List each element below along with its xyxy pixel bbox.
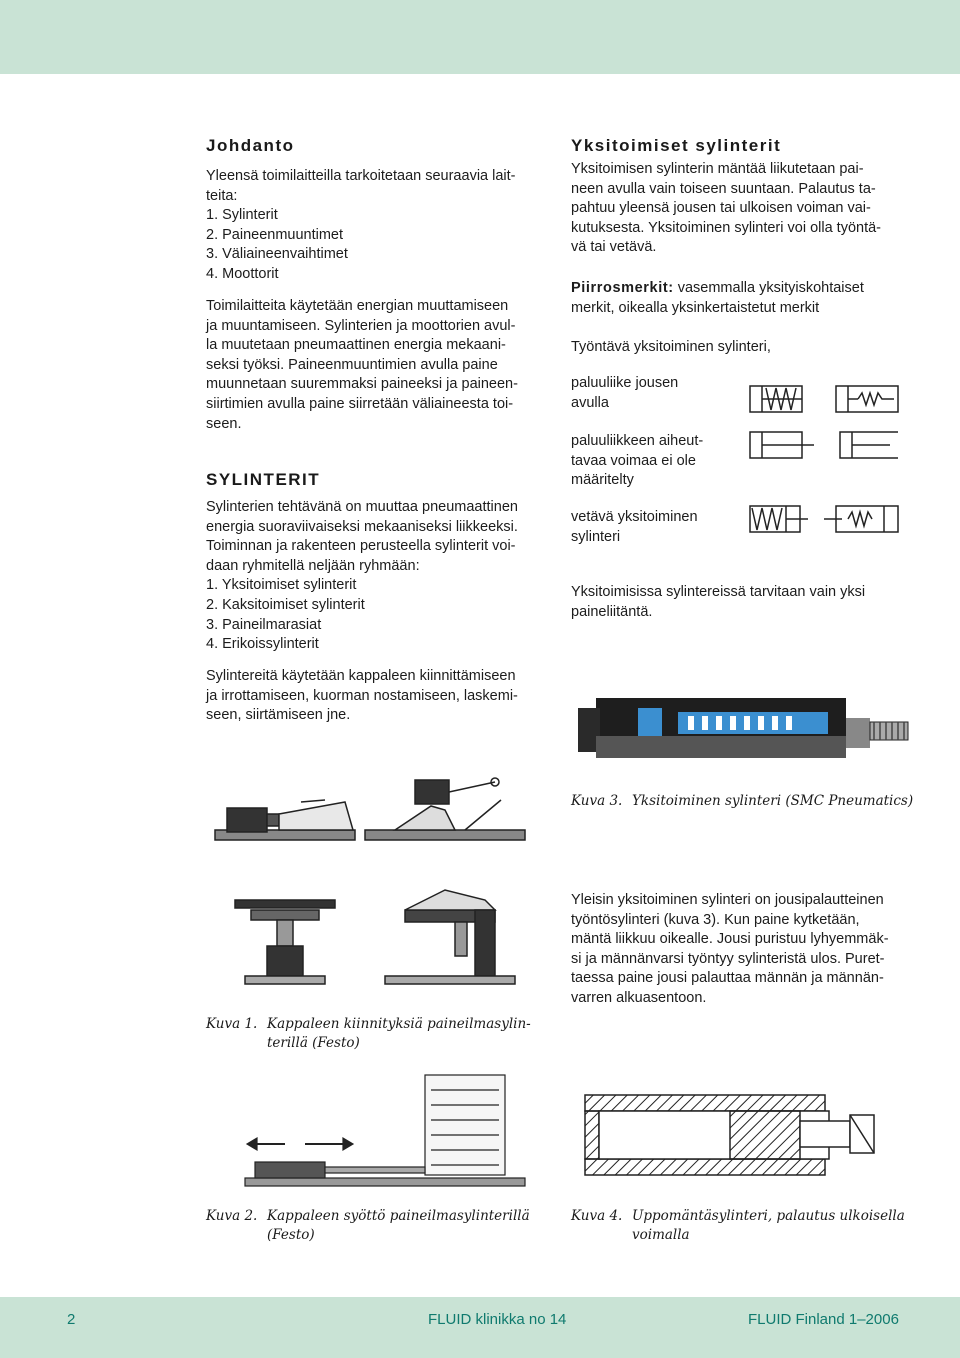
- caption-line: Kappaleen syöttö paineilmasylinterillä: [267, 1208, 530, 1224]
- text-line: paineliitäntä.: [571, 603, 653, 620]
- text-line: mäntä liikkuu oikealle. Jousi puristuu lyhyemmäk-: [571, 931, 889, 948]
- text-line: pahtuu yleensä jousen tai ulkoisen voiman vai-: [571, 200, 871, 217]
- intro-heading: Johdanto: [206, 136, 295, 155]
- text-line: Yleisin yksitoiminen sylinteri on jousipalautteinen: [571, 892, 884, 908]
- kuva1-figure: [205, 760, 535, 1010]
- top-color-band: [0, 0, 960, 74]
- caption-line: (Festo): [267, 1227, 315, 1243]
- symbols-label: Piirrosmerkit:: [571, 280, 674, 296]
- text-line: ja muuntamiseen. Sylinterien ja moottorien avul-: [206, 317, 516, 334]
- text-line: si ja männänvarsi työntyy sylinteristä ulos. Puret-: [571, 950, 885, 967]
- text-line: Yksitoimisen sylinterin mäntää liikutetaan pai-: [571, 161, 864, 177]
- yksitoimiset-paragraph-1: [571, 160, 916, 258]
- kuva3-figure: [578, 678, 913, 778]
- text-line: merkit, oikealla yksinkertaistetut merkit: [571, 299, 820, 316]
- symbols-paragraph: [571, 279, 916, 318]
- footer-publication: FLUID klinikka no 14: [428, 1311, 567, 1328]
- kuva1-caption-number: Kuva 1.: [206, 1016, 258, 1032]
- sylinterit-paragraph-2: [206, 667, 551, 726]
- sylinterit-paragraph-1: [206, 498, 551, 655]
- footer-issue: FLUID Finland 1–2006: [748, 1311, 899, 1328]
- yksitoimiset-heading: Yksitoimiset sylinterit: [571, 136, 782, 155]
- caption-line: Kappaleen kiinnityksiä paineilmasylin-: [267, 1016, 531, 1032]
- cylinder-symbols: [744, 378, 919, 543]
- text-line: 2. Paineenmuuntimet: [206, 226, 344, 243]
- text-line: ja irrottamiseen, kuorman nostamiseen, laskemi-: [206, 687, 518, 704]
- text-line: kutuksesta. Yksitoiminen sylinteri voi olla työntä-: [571, 219, 882, 236]
- text-line: 3. Paineilmarasiat: [206, 616, 322, 633]
- text-line: 1. Sylinterit: [206, 207, 278, 224]
- row1-label: [571, 374, 741, 413]
- text-line: seksi työksi. Paineenmuuntimien avulla paine: [206, 356, 498, 373]
- text-line: seen, siirtämiseen jne.: [206, 707, 351, 724]
- text-line: Sylinterien tehtävänä on muuttaa pneumaattinen: [206, 499, 518, 515]
- sylinterit-heading: SYLINTERIT: [206, 470, 321, 489]
- text-line: vä tai vetävä.: [571, 239, 657, 256]
- kuva4-caption: [632, 1207, 912, 1245]
- kuva3-caption: Yksitoiminen sylinteri (SMC Pneumatics): [632, 793, 914, 809]
- text-line: siirtimien avulla paine siirretään väliaineesta toi-: [206, 395, 514, 412]
- text-line: seen.: [206, 415, 242, 432]
- text-line: paluuliike jousen: [571, 375, 679, 391]
- kuva2-caption-number: Kuva 2.: [206, 1208, 258, 1224]
- kuva4-caption-number: Kuva 4.: [571, 1208, 623, 1224]
- kuva1-caption: [267, 1015, 542, 1053]
- text-line: neen avulla vain toiseen suuntaan. Palautus ta-: [571, 180, 876, 197]
- text-line: energia suoraviivaiseksi mekaaniseksi liikkeeksi.: [206, 518, 518, 535]
- text-line: vetävä yksitoiminen: [571, 509, 698, 525]
- kuva2-caption: [267, 1207, 557, 1245]
- text-line: määritelty: [571, 472, 634, 489]
- text-line: työntösylinteri (kuva 3). Kun paine kytketään,: [571, 911, 860, 928]
- text-line: 3. Väliaineenvaihtimet: [206, 246, 348, 263]
- common-cylinder-paragraph: [571, 891, 916, 1009]
- text-line: 1. Yksitoimiset sylinterit: [206, 577, 357, 594]
- caption-line: Uppomäntäsylinteri, palautus ulkoisella: [632, 1208, 905, 1224]
- text-line: Sylintereitä käytetään kappaleen kiinnittämiseen: [206, 668, 516, 684]
- text-line: la muutetaan pneumaattinen energia mekaani-: [206, 337, 506, 354]
- kuva3-caption-number: Kuva 3.: [571, 793, 623, 809]
- text-line: [571, 279, 916, 299]
- text-line: paluuliikkeen aiheut-: [571, 433, 704, 449]
- row3-label: [571, 508, 741, 547]
- caption-line: voimalla: [632, 1227, 690, 1243]
- intro-paragraph-2: [206, 297, 551, 434]
- kuva2-figure: [235, 1070, 535, 1195]
- text-line: sylinteri: [571, 528, 621, 545]
- intro-paragraph-1: [206, 167, 546, 285]
- text-line: teita:: [206, 187, 238, 204]
- text-line: Yksitoimisissa sylintereissä tarvitaan vain yksi: [571, 584, 866, 600]
- text-line: 4. Moottorit: [206, 265, 279, 282]
- text-line: avulla: [571, 394, 609, 411]
- caption-line: terillä (Festo): [267, 1035, 360, 1051]
- symbols-text: vasemmalla yksityiskohtaiset: [673, 280, 864, 296]
- kuva4-figure: [580, 1085, 880, 1190]
- text-line: taessa paine jousi palauttaa männän ja männän-: [571, 970, 884, 987]
- text-line: tavaa voimaa ei ole: [571, 452, 696, 469]
- row2-label: [571, 432, 741, 491]
- text-line: Toiminnan ja rakenteen perusteella sylinterit voi-: [206, 538, 516, 555]
- text-line: muunnetaan suuremmaksi paineeksi ja paineen-: [206, 376, 518, 393]
- pushing-cylinder-text: Työntävä yksitoiminen sylinteri,: [571, 339, 771, 355]
- text-line: 4. Erikoissylinterit: [206, 636, 319, 653]
- page-number: 2: [67, 1311, 76, 1328]
- single-port-text: [571, 583, 916, 622]
- text-line: daan ryhmitellä neljään ryhmään:: [206, 557, 420, 574]
- text-line: 2. Kaksitoimiset sylinterit: [206, 596, 365, 613]
- text-line: Toimilaitteita käytetään energian muuttamiseen: [206, 298, 509, 314]
- text-line: Yleensä toimilaitteilla tarkoitetaan seuraavia lait-: [206, 168, 516, 184]
- text-line: varren alkuasentoon.: [571, 989, 707, 1006]
